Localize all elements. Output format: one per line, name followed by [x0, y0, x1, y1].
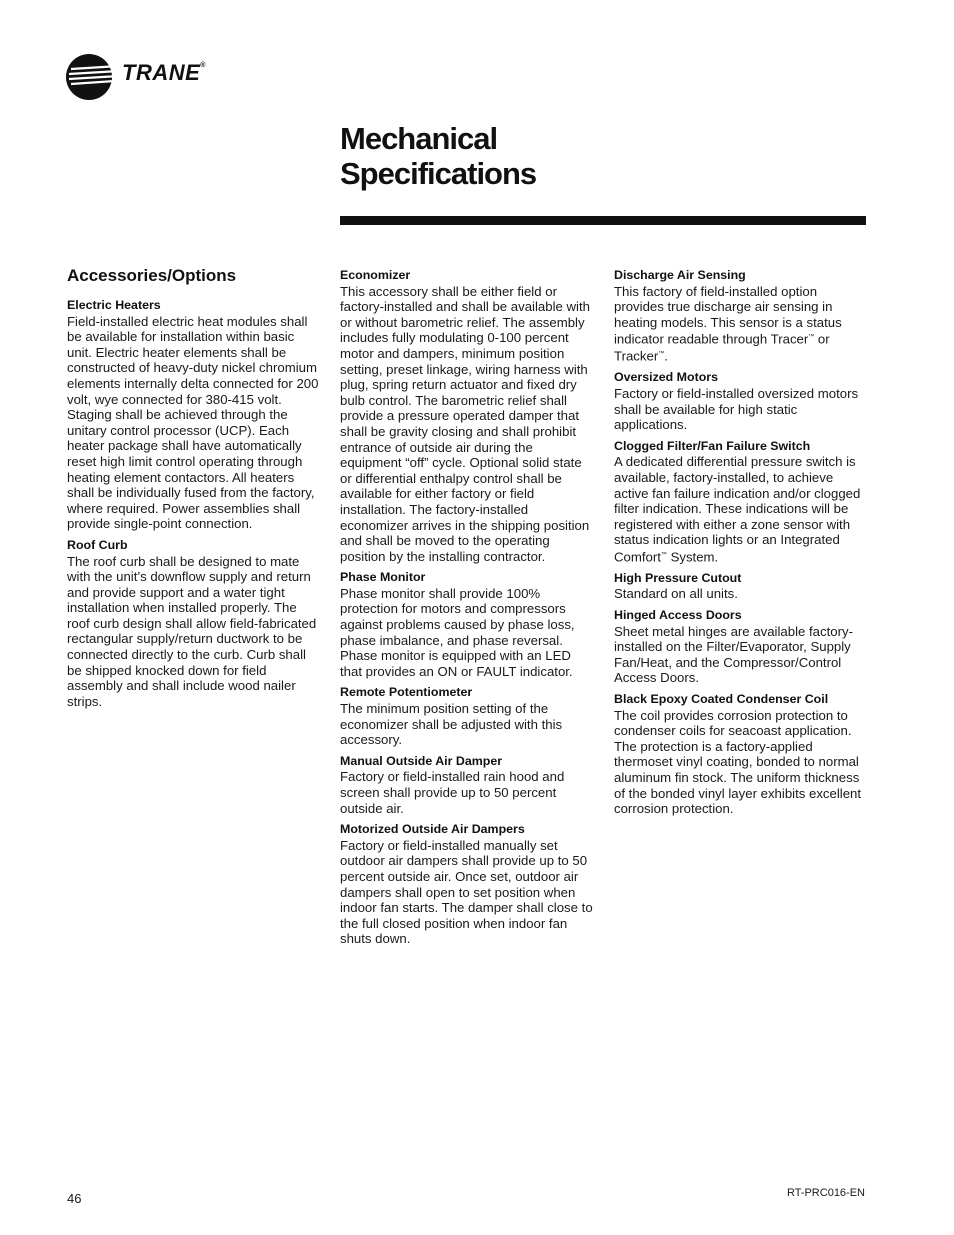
spec-body: Field-installed electric heat modules shall be available for installation within basic unit. Electric heater elements shall be constructed of heavy-duty nickel chromium elements internally delta connected for 200 volt, wye connected for 380-415 volt. Staging shall be achieved through the unitary control processor (UCP). Each heater package shall have automatically reset high limit control operating through heating element contactors. All heaters shall be individually fused from the factory, where required. Power assemblies shall provide single-point connection. [67, 313, 319, 532]
page-title-line-1: Mechanical [340, 121, 498, 156]
column-1 [67, 266, 321, 715]
spec-title: Hinged Access Doors [614, 608, 742, 623]
section-heading: Accessories/Options [67, 266, 237, 285]
spec-title: Electric Heaters [67, 298, 161, 312]
brand-registered-mark: ® [200, 62, 206, 69]
column-3 [614, 268, 868, 823]
spec-title: Roof Curb [67, 537, 128, 552]
spec-discharge-air-sensing [614, 268, 868, 364]
spec-body: Factory or field-installed rain hood and screen shall provide up to 50 percent outside air. [340, 769, 565, 816]
spec-economizer [340, 268, 594, 564]
spec-oversized-motors [614, 370, 868, 432]
spec-electric-heaters [67, 298, 321, 532]
spec-body: A dedicated differential pressure switch is available, factory-installed, to achieve active fan failure indication and/or clogged filter indication. These indications will be registered with either a zone sensor with status indication lights or an Integrated Comfort™ System. [614, 454, 861, 565]
spec-title: Manual Outside Air Damper [340, 753, 503, 768]
spec-clogged-filter-fan-failure-switch [614, 439, 868, 565]
column-2 [340, 268, 594, 953]
trademark-mark: ™ [660, 551, 667, 558]
spec-body: The roof curb shall be designed to mate with the unit’s downflow supply and return and provide support and a water tight installation when installed properly. The roof curb design shall allow field-fabricated rectangular supply/return ductwork to be connected directly to the curb. Curb shall be shipped knocked down for field assembly and shall include wood nailer strips. [67, 553, 317, 709]
spec-body: This accessory shall be either field or factory-installed and shall be available with or without barometric relief. The assembly includes fully modulating 0-100 percent motor and dampers, minimum position setting, preset linkage, wiring harness with plug, spring return actuator and fixed dry bulb control. The barometric relief shall provide a pressure operated damper that shall be gravity closing and shall prohibit entrance of outside air during the equipment “off” cycle. Optional solid state or differential enthalpy control shall be available for either factory or field installation. The factory-installed economizer arrives in the shipping position and shall be moved to the operating position by the installing contractor. [340, 283, 590, 564]
brand-name: TRANE® [122, 60, 206, 85]
page-title-line-2: Specifications [340, 156, 537, 191]
spec-body: Factory or field-installed manually set outdoor air dampers shall provide up to 50 percent outside air. Once set, outdoor air dampers shall open to set position when indoor fan starts. The damper shall close to the full closed position when indoor fan shuts down. [340, 837, 593, 947]
spec-body: Phase monitor shall provide 100% protection for motors and compressors against problems caused by phase loss, phase imbalance, and phase reversal. Phase monitor is equipped with an LED that provides an ON or FAULT indicator. [340, 585, 575, 679]
spec-black-epoxy-coated-condenser-coil [614, 692, 868, 817]
spec-phase-monitor [340, 570, 594, 679]
spec-title: Motorized Outside Air Dampers [340, 822, 525, 837]
spec-body: The minimum position setting of the economizer shall be adjusted with this accessory. [340, 701, 563, 748]
spec-body: Sheet metal hinges are available factory-installed on the Filter/Evaporator, Supply Fan/Heat, and the Compressor/Control Access Doors. [614, 623, 853, 686]
page-number: 46 [67, 1191, 82, 1206]
spec-body: This factory of field-installed option provides true discharge air sensing in heating models. This sensor is a status indicator readable through Tracer™ or Tracker™. [614, 283, 842, 364]
spec-motorized-outside-air-dampers [340, 822, 594, 947]
trademark-mark: ™ [808, 334, 815, 341]
spec-roof-curb [67, 538, 321, 710]
spec-title: Oversized Motors [614, 370, 718, 385]
trane-logo-icon [65, 52, 121, 102]
spec-remote-potentiometer [340, 685, 594, 747]
document-code: RT-PRC016-EN [786, 1187, 865, 1199]
spec-manual-outside-air-damper [340, 754, 594, 816]
spec-title: Black Epoxy Coated Condenser Coil [614, 692, 829, 707]
spec-title: Economizer [340, 268, 411, 282]
spec-hinged-access-doors [614, 608, 868, 686]
spec-body: Standard on all units. [614, 586, 738, 602]
spec-title: Clogged Filter/Fan Failure Switch [614, 438, 811, 453]
spec-title: High Pressure Cutout [614, 570, 742, 585]
spec-high-pressure-cutout [614, 571, 868, 602]
spec-title: Discharge Air Sensing [614, 268, 746, 282]
spec-body: Factory or field-installed oversized motors shall be available for high static applications. [614, 385, 859, 433]
spec-title: Phase Monitor [340, 570, 426, 585]
spec-title: Remote Potentiometer [340, 685, 473, 700]
spec-body: The coil provides corrosion protection to condenser coils for seacoast application. The protection is a factory-applied thermoset vinyl coating, bonded to normal aluminum fin stock. The uniform thickness of the bonded vinyl layer exhibits excellent corrosion protection. [614, 707, 862, 817]
trademark-mark: ™ [658, 351, 665, 358]
page-title [340, 121, 536, 191]
title-rule [340, 216, 866, 225]
